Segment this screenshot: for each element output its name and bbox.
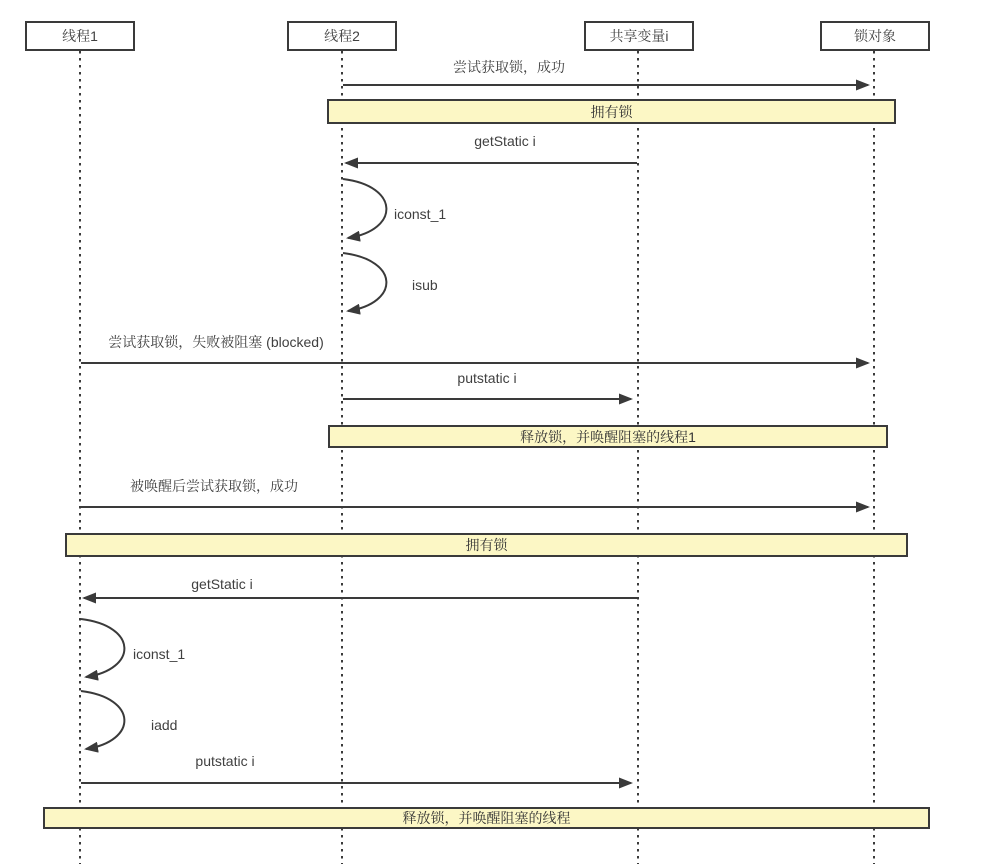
message-label-getstatic-i-thread1: getStatic i (191, 576, 253, 592)
message-label-putstatic-i-thread1: putstatic i (195, 753, 255, 769)
participant-label: 锁对象 (854, 28, 896, 44)
message-label-getstatic-i-thread2: getStatic i (474, 133, 536, 149)
message-label-isub-thread2: isub (412, 277, 438, 293)
self-loop-iconst1-thread1 (81, 619, 124, 677)
message-label-iconst1-thread2: iconst_1 (394, 206, 447, 222)
participant-label: 线程1 (62, 28, 98, 44)
message-label-acquire-lock-blocked: 尝试获取锁，失败被阻塞 (blocked) (108, 334, 324, 350)
state-bar-label: 拥有锁 (465, 537, 508, 553)
participant-label: 线程2 (324, 28, 360, 44)
state-bar-release-lock-wake-thread (43, 807, 930, 829)
message-label-iconst1-thread1: iconst_1 (133, 646, 186, 662)
self-loop-iadd-thread1 (81, 691, 124, 749)
participant-thread2 (287, 21, 397, 51)
state-bar-label: 释放锁，并唤醒阻塞的线程1 (520, 428, 696, 445)
message-label-putstatic-i-thread2: putstatic i (457, 370, 517, 386)
state-bar-own-lock-thread1 (65, 533, 908, 557)
participant-lock-object (820, 21, 930, 51)
state-bar-label: 释放锁，并唤醒阻塞的线程 (402, 810, 571, 826)
participant-shared-variable-i (584, 21, 694, 51)
message-label-iadd-thread1: iadd (151, 717, 178, 733)
state-bar-label: 拥有锁 (590, 103, 633, 120)
self-loop-iconst1-thread2 (343, 179, 386, 238)
participant-label: 共享变量i (609, 28, 669, 44)
participant-thread1 (25, 21, 135, 51)
message-label-woken-acquire-lock-success: 被唤醒后尝试获取锁，成功 (130, 478, 298, 494)
state-bar-own-lock-thread2 (327, 99, 896, 124)
self-loop-isub-thread2 (343, 253, 386, 311)
message-label-acquire-lock-success: 尝试获取锁，成功 (453, 59, 565, 75)
state-bar-release-lock-wake-thread1 (328, 425, 888, 448)
